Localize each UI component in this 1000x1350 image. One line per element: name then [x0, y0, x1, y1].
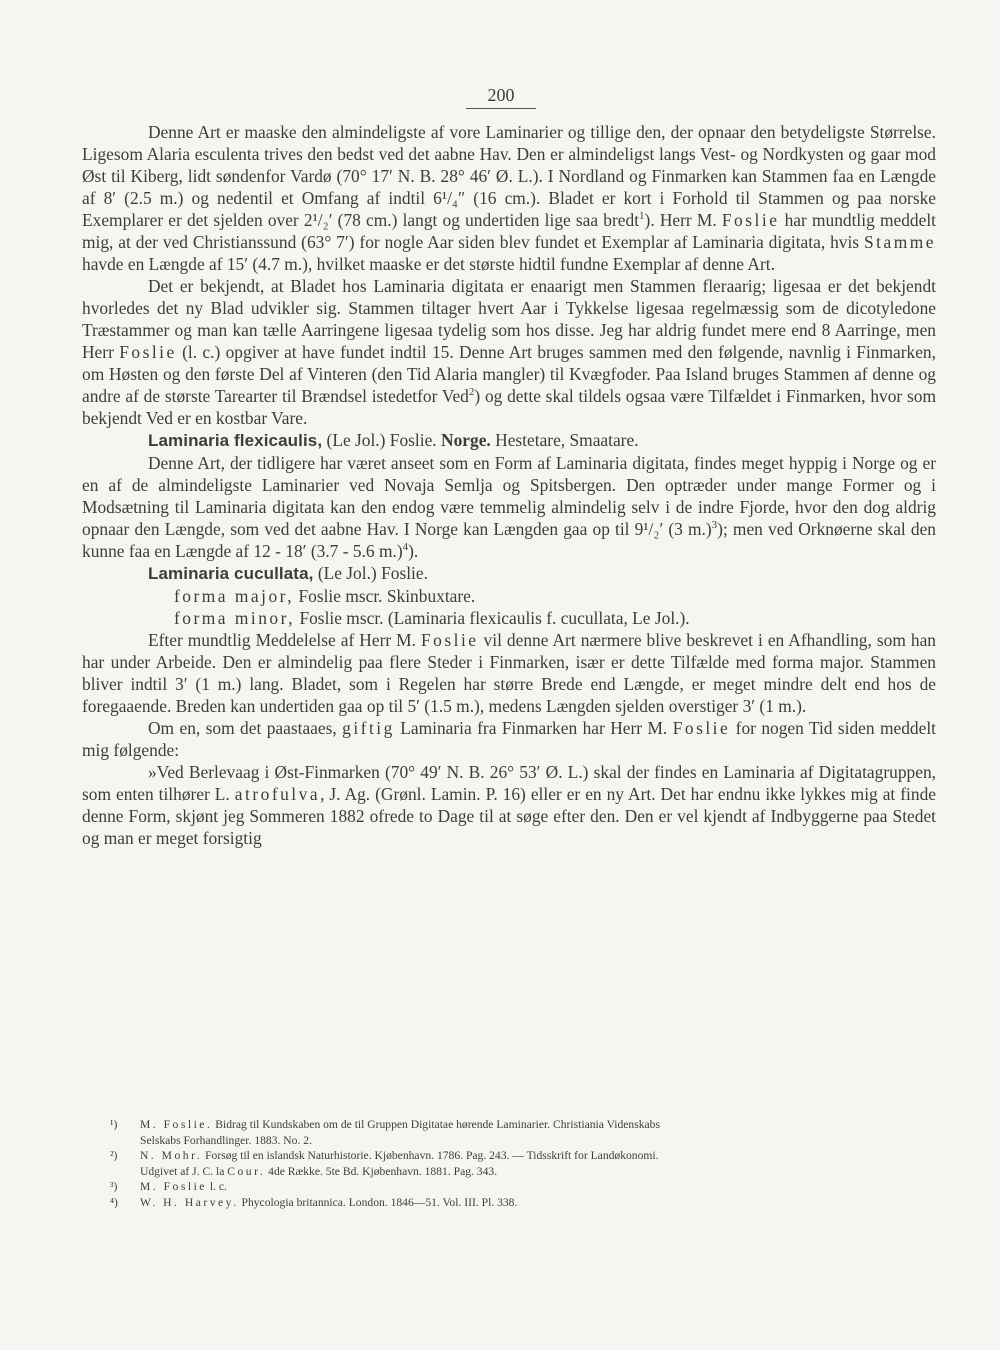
footnote-marker: ²) [110, 1149, 118, 1163]
forma-line: forma minor, Foslie mscr. (Laminaria flexicaulis f. cucullata, Le Jol.). [174, 608, 690, 628]
footnote-ref[interactable]: 3 [711, 519, 718, 532]
footnotes [110, 1117, 948, 1211]
paragraph: Det er bekjendt, at Bladet hos Laminaria digitata er enaarigt men Stammen fleraarig; ligesaa er det bekjendt hvorledes det ny Blad udvikler sig. Stammen tiltager hvert Aar i Tykkelse ligesaa regelmæssig som de dicotyledone Træstammer og man kan tælle Aarringene ligesaa tydelig som hos disse. Jeg har aldrig fundet mere end 8 Aarringe, men Herr Foslie (l. c.) opgiver at have fundet indtil 15. Denne Art bruges sammen med den følgende, navnlig i Finmarken, om Høsten og den første Del af Vinteren (den Tid Alaria mangler) til Kvægfoder. Paa Island bruges Stammen af denne og andre af de største Tarearter til Brændsel istedetfor Ved$^2$) og dette skal tildels ogsaa være Tilfældet i Finmarken, hvor som bekjendt Ved er en kostbar Vare. [82, 276, 936, 428]
region-label: Norge. [441, 430, 491, 450]
species-heading: Laminaria flexicaulis, (Le Jol.) Foslie. Norge. Hestetare, Smaatare. [148, 430, 639, 450]
spaced-name: Foslie [421, 630, 479, 650]
paragraph: Denne Art er maaske den almindeligste af vore Laminarier og tillige den, der opnaar den betydeligste Størrelse. Ligesom Alaria esculenta trives den bedst ved det aabne Hav. Den er almindeligst langs Vest- og Nordkysten og gaar mod Øst til Kiberg, lidt søndenfor Vardø (70° 17′ N. B. 28° 46′ Ø. L.). I Nordland og Finmarken kan Stammen faa en Længde af 8′ (2.5 m.) og nedentil et Omfang af indtil 6¹/₄″ (16 cm.). Bladet er kort i Forhold til Stammen og paa norske Exemplarer er det sjelden over 2¹/₂′ (78 cm.) langt og undertiden lige saa bredt$^1$). Herr M. Foslie har mundtlig meddelt mig, at der ved Christianssund (63° 7′) for nogle Aar siden blev fundet et Exemplar af Laminaria digitata, hvis Stamme havde en Længde af 15′ (4.7 m.), hvilket maaske er det største hidtil fundne Exemplar af denne Art. [82, 122, 936, 274]
paragraph: Om en, som det paastaaes, giftig Laminaria fra Finmarken har Herr M. Foslie for nogen Tid siden meddelt mig følgende: [82, 718, 937, 760]
species-name: Laminaria cucullata, [148, 564, 314, 583]
footnote-ref[interactable]: 4 [402, 541, 409, 554]
spaced-word: Stamme [863, 232, 936, 252]
footnote-author: N. Mohr. [140, 1149, 203, 1163]
spaced-name: atrofulva [234, 784, 321, 804]
spaced-name: Cour. [227, 1164, 266, 1178]
species-heading: Laminaria cucullata, (Le Jol.) Foslie. [148, 563, 428, 583]
forma-label: forma minor, [174, 608, 296, 628]
forma-label: forma major, [174, 586, 295, 606]
footnote-ref[interactable]: 1 [639, 210, 645, 223]
page-number: 200 [466, 84, 536, 109]
footnote-marker: ⁴) [110, 1195, 118, 1209]
spaced-name: Foslie [119, 342, 177, 362]
footnote: ¹) M. Foslie. Bidrag til Kundskaben om de til Gruppen Digitatae hørende Laminarier. Christiania Videnskabs Selskabs Forhandlinger. 1883. No. 2. [110, 1118, 660, 1147]
footnote-author: M. Foslie. [140, 1118, 213, 1131]
footnote-author: M. Foslie [140, 1180, 207, 1194]
footnote: ²) N. Mohr. Forsøg til en islandsk Naturhistorie. Kjøbenhavn. 1786. Pag. 243. — Tidsskrift for Landøkonomi. Udgivet af J. C. la Cour. 4de Række. 5te Bd. Kjøbenhavn. 1881. Pag. 343. [110, 1149, 659, 1178]
spaced-word: giftig [342, 718, 395, 738]
footnote-marker: ³) [110, 1180, 118, 1194]
main-text [82, 121, 936, 849]
footnote: ³) M. Foslie l. c. [110, 1180, 227, 1194]
spaced-name: Foslie [721, 210, 780, 230]
paragraph: »Ved Berlevaag i Øst-Finmarken (70° 49′ N. B. 26° 53′ Ø. L.) skal der findes en Laminaria af Digitatagruppen, som enten tilhører L. atrofulva, J. Ag. (Grønl. Lamin. P. 16) eller er en ny Art. Det har endnu ikke lykkes mig at finde denne Form, skjønt jeg Sommeren 1882 ofrede to Dage til at søge efter den. Den er vel kjendt af Indbyggerne paa Stedet og man er meget forsigtig [82, 762, 936, 848]
footnote: ⁴) W. H. Harvey. Phycologia britannica. London. 1846—51. Vol. III. Pl. 338. [110, 1195, 518, 1209]
paragraph: Efter mundtlig Meddelelse af Herr M. Foslie vil denne Art nærmere blive beskrevet i en Afhandling, som han har under Arbeide. Den er almindelig paa flere Steder i Finmarken, især er dette Tilfælde med forma major. Stammen bliver indtil 3′ (1 m.) lang. Bladet, som i Regelen har større Brede end Længde, er meget mindre delt end hos de foregaaende. Breden kan undertiden gaa op til 5′ (1.5 m.), medens Længden sjelden overstiger 3′ (1 m.). [82, 630, 936, 716]
footnote-author: W. H. Harvey. [140, 1195, 239, 1209]
paragraph: Denne Art, der tidligere har været anseet som en Form af Laminaria digitata, findes meget hyppig i Norge og er en af de almindeligste Laminarier ved Novaja Semlja og Spitsbergen. Den optræder under mange Former og i Modsætning til Laminaria digitata kan den endog være temmelig almindelig selv i de indre Fjorde, hvor den dog aldrig opnaar den Længde, som ved det aabne Hav. I Norge kan Længden gaa op til 9¹/₂′ (3 m.)$^3$); men ved Orknøerne skal den kunne faa en Længde af 12 - 18′ (3.7 - 5.6 m.)$^4$). [82, 453, 936, 561]
footnote-ref[interactable]: 2 [468, 386, 475, 399]
spaced-name: Foslie [672, 718, 731, 738]
footnote-marker: ¹) [110, 1118, 118, 1131]
species-name: Laminaria flexicaulis, [148, 431, 323, 450]
forma-line: forma major, Foslie mscr. Skinbuxtare. [174, 586, 476, 606]
